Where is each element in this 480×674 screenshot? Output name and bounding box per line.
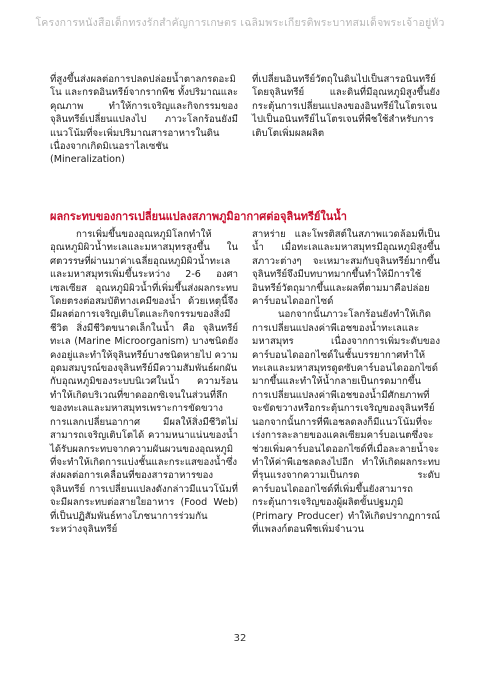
top-right-column [252, 73, 440, 140]
section-right-paragraph-1: สาหร่าย และโพรติสต์ในสภาพแวดล้อมที่เป็นน้ำ เมื่อทะเลและมหาสมุทรมีอุณหภูมิสูงขึ้นสภาวะต่างๆ จะเหมาะสมกับจุลินทรีย์มากขึ้น จุลินทรีย์จึงมีบทบาทมากขึ้นทำให้มีการใช้อินทรีย์วัตถุมากขึ้นและผลที่ตามมาคือปล่อยคาร์บอนไดออกไซด์ [252, 229, 440, 308]
page-number: 32 [233, 633, 247, 644]
top-left-paragraph: ที่สูงขึ้นส่งผลต่อการปลดปล่อยน้ำตาลกรดอะมิโน และกรดอินทรีย์จากรากพืช ทั้งปริมาณและคุณภาพ ทำให้การเจริญและกิจกรรมของจุลินทรีย์เปลี่ยนแปลงไป ภาวะโลกร้อนยังมีแนวโน้มที่จะเพิ่มปริมาณสารอาหารในดินเนื่องจากเกิดมิเนอราไลเซชัน (Mineralization) [50, 74, 238, 166]
running-header: โครงการหนังสือเด็กทรงรักสำคัญการเกษตร เฉลิมพระเกียรติพระบาทสมเด็จพระเจ้าอยู่หัว [35, 17, 445, 29]
top-right-paragraph: ที่เปลี่ยนอินทรีย์วัตถุในดินไปเป็นสารอนินทรีย์โดยจุลินทรีย์ และดินที่มีอุณหภูมิสูงขึ้นยังกระตุ้นการเปลี่ยนแปลงของอินทรีย์ในโตรเจนไปเป็นอนินทรีย์ไนโตรเจนที่พืชใช้สำหรับการเติบโตเพิ่มผลผลิต [252, 74, 440, 139]
section-left-paragraph: การเพิ่มขึ้นของอุณหภูมิโลกทำให้อุณหภูมิผิวน้ำทะเลและมหาสมุทรสูงขึ้น ในศตวรรษที่ผ่านมาค่าเฉลี่ยอุณหภูมิผิวน้ำทะเลและมหาสมุทรเพิ่มขึ้นระหว่าง 2-6 องศาเซลเซียส อุณหภูมิผิวน้ำที่เพิ่มขึ้นส่งผลกระทบโดยตรงต่อสมบัติทางเคมีของน้ำ ด้วยเหตุนี้จึงมีผลต่อการเจริญเติบโตและกิจกรรมของสิ่งมีชีวิต สิ่งมีชีวิตขนาดเล็กในน้ำ คือ จุลินทรีย์ทะเล (Marine Microorganism) บางชนิดยังคงอยู่และทำให้จุลินทรีย์บางชนิดหายไป ความอุดมสมบูรณ์ของจุลินทรีย์มีความสัมพันธ์ผกผันกับอุณหภูมิของระบบนิเวศในน้ำ ความร้อนทำให้เกิดบริเวณที่ขาดออกซิเจนในส่วนที่ลึกของทะเลและมหาสมุทรเพราะการขัดขวางการแลกเปลี่ยนอากาศ มีผลให้สิ่งมีชีวิตไม่สามารถเจริญเติบโตได้ ความหนาแน่นของน้ำได้รับผลกระทบจากความผันผวนของอุณหภูมิที่จะทำให้เกิดการแบ่งชั้นและกระแสของน้ำซึ่งส่งผลต่อการเคลื่อนที่ของสารอาหารของจุลินทรีย์ การเปลี่ยนแปลงดังกล่าวมีแนวโน้มที่จะมีผลกระทบต่อสายใยอาหาร (Food Web) ที่เป็นปฏิสัมพันธ์ทางโภชนาการร่วมกันระหว่างจุลินทรีย์ [50, 229, 238, 535]
section-left-column [50, 228, 238, 536]
section-heading: ผลกระทบของการเปลี่ยนแปลงสภาพภูมิอากาศต่อจุลินทรีย์ในน้ำ [50, 210, 347, 223]
top-left-column [50, 73, 238, 167]
section-right-column [252, 228, 440, 536]
section-right-paragraph-2: นอกจากนั้นภาวะโลกร้อนยังทำให้เกิดการเปลี่ยนแปลงค่าพีเอชของน้ำทะเลและมหาสมุทร เนื่องจากการเพิ่มระดับของคาร์บอนไดออกไซด์ในชั้นบรรยากาศทำให้ทะเลและมหาสมุทรดูดซับคาร์บอนไดออกไซด์มากขึ้นและทำให้น้ำกลายเป็นกรดมากขึ้น การเปลี่ยนแปลงค่าพีเอชของน้ำมีศักยภาพที่จะขัดขวางหรือกระตุ้นการเจริญของจุลินทรีย์ นอกจากนั้นการที่พีเอชลดลงก็มีแนวโน้มที่จะเร่งการละลายของแคลเซียมคาร์บอเนตซึ่งจะช่วยเพิ่มคาร์บอนไดออกไซด์ที่เมื่อละลายน้ำจะทำให้ค่าพีเอชลดลงไปอีก ทำให้เกิดผลกระทบที่รุนแรงจากความเป็นกรด ระดับคาร์บอนไดออกไซด์ที่เพิ่มขึ้นยังสามารถกระตุ้นการเจริญของผู้ผลิตขั้นปฐมภูมิ (Primary Producer) ทำให้เกิดปรากฏการณ์ที่แพลงก์ตอนพืชเพิ่มจำนวน [252, 309, 440, 535]
